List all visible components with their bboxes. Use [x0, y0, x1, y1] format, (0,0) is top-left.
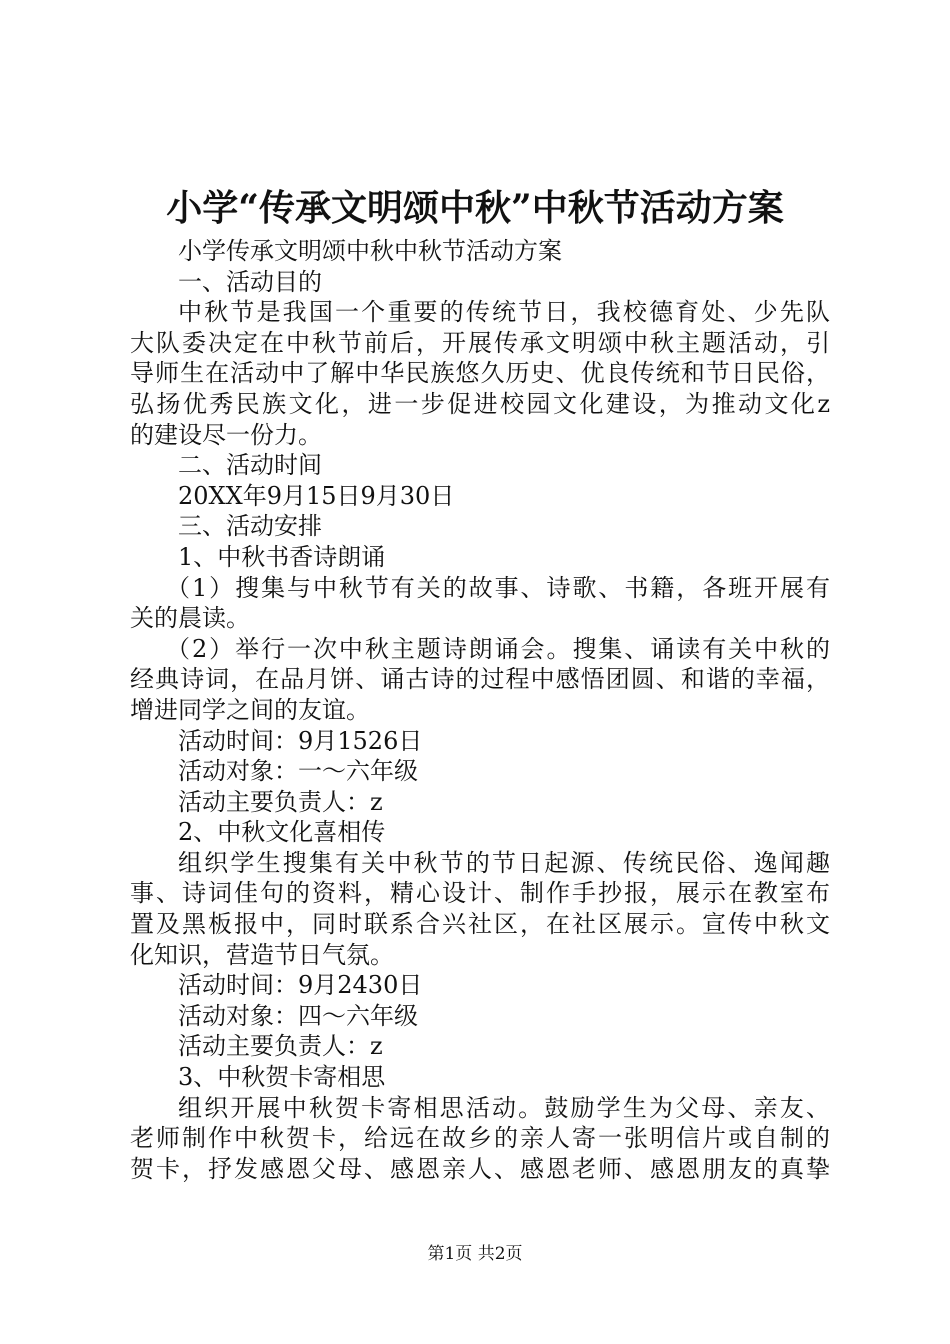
- body-line: 的建设尽一份力。: [130, 420, 322, 449]
- document-body: [130, 236, 830, 1184]
- body-line: （1）搜集与中秋节有关的故事、诗歌、书籍，各班开展有: [166, 573, 830, 602]
- body-line: 活动时间：9月2430日: [178, 971, 423, 1000]
- body-line: 活动对象：四～六年级: [178, 1001, 418, 1030]
- body-line: 小学传承文明颂中秋中秋节活动方案: [178, 237, 562, 265]
- section-heading: 一、活动目的: [178, 267, 322, 296]
- body-line: （2）举行一次中秋主题诗朗诵会。搜集、诵读有关中秋的: [166, 634, 830, 663]
- body-line: 老师制作中秋贺卡，给远在故乡的亲人寄一张明信片或自制的: [130, 1124, 830, 1153]
- body-line: 置及黑板报中，同时联系合兴社区，在社区展示。宣传中秋文: [130, 910, 830, 939]
- subsection-heading: 2、中秋文化喜相传: [178, 818, 386, 847]
- page-number-footer: 第1页 共2页: [427, 1244, 523, 1264]
- body-line: 大队委决定在中秋节前后，开展传承文明颂中秋主题活动，引: [130, 328, 830, 357]
- body-line: 活动时间：9月1526日: [178, 726, 423, 755]
- body-line: 弘扬优秀民族文化，进一步促进校园文化建设，为推动文化z: [130, 389, 830, 418]
- document-title: 小学“传承文明颂中秋”中秋节活动方案: [166, 187, 784, 229]
- section-heading: 二、活动时间: [178, 451, 322, 480]
- body-line: 导师生在活动中了解中华民族悠久历史、优良传统和节日民俗，: [130, 359, 830, 388]
- body-line: 20XX年9月15日9月30日: [178, 481, 455, 510]
- body-line: 中秋节是我国一个重要的传统节日，我校德育处、少先队: [178, 298, 830, 327]
- body-line: 贺卡，抒发感恩父母、感恩亲人、感恩老师、感恩朋友的真挚: [130, 1154, 830, 1183]
- body-line: 经典诗词，在品月饼、诵古诗的过程中感悟团圆、和谐的幸福，: [130, 665, 830, 694]
- body-line: 化知识，营造节日气氛。: [130, 940, 394, 969]
- section-heading: 三、活动安排: [178, 512, 322, 541]
- body-line: 事、诗词佳句的资料，精心设计、制作手抄报，展示在教室布: [130, 879, 830, 908]
- body-line: 关的晨读。: [130, 604, 250, 633]
- body-line: 活动主要负责人：z: [178, 1032, 383, 1061]
- body-line: 组织学生搜集有关中秋节的节日起源、传统民俗、逸闻趣: [178, 848, 830, 877]
- body-line: 活动主要负责人：z: [178, 787, 383, 816]
- body-line: 组织开展中秋贺卡寄相思活动。鼓励学生为父母、亲友、: [178, 1093, 830, 1122]
- subsection-heading: 1、中秋书香诗朗诵: [178, 542, 386, 571]
- body-line: 增进同学之间的友谊。: [130, 695, 370, 724]
- body-line: 活动对象：一～六年级: [178, 757, 418, 786]
- subsection-heading: 3、中秋贺卡寄相思: [178, 1063, 386, 1092]
